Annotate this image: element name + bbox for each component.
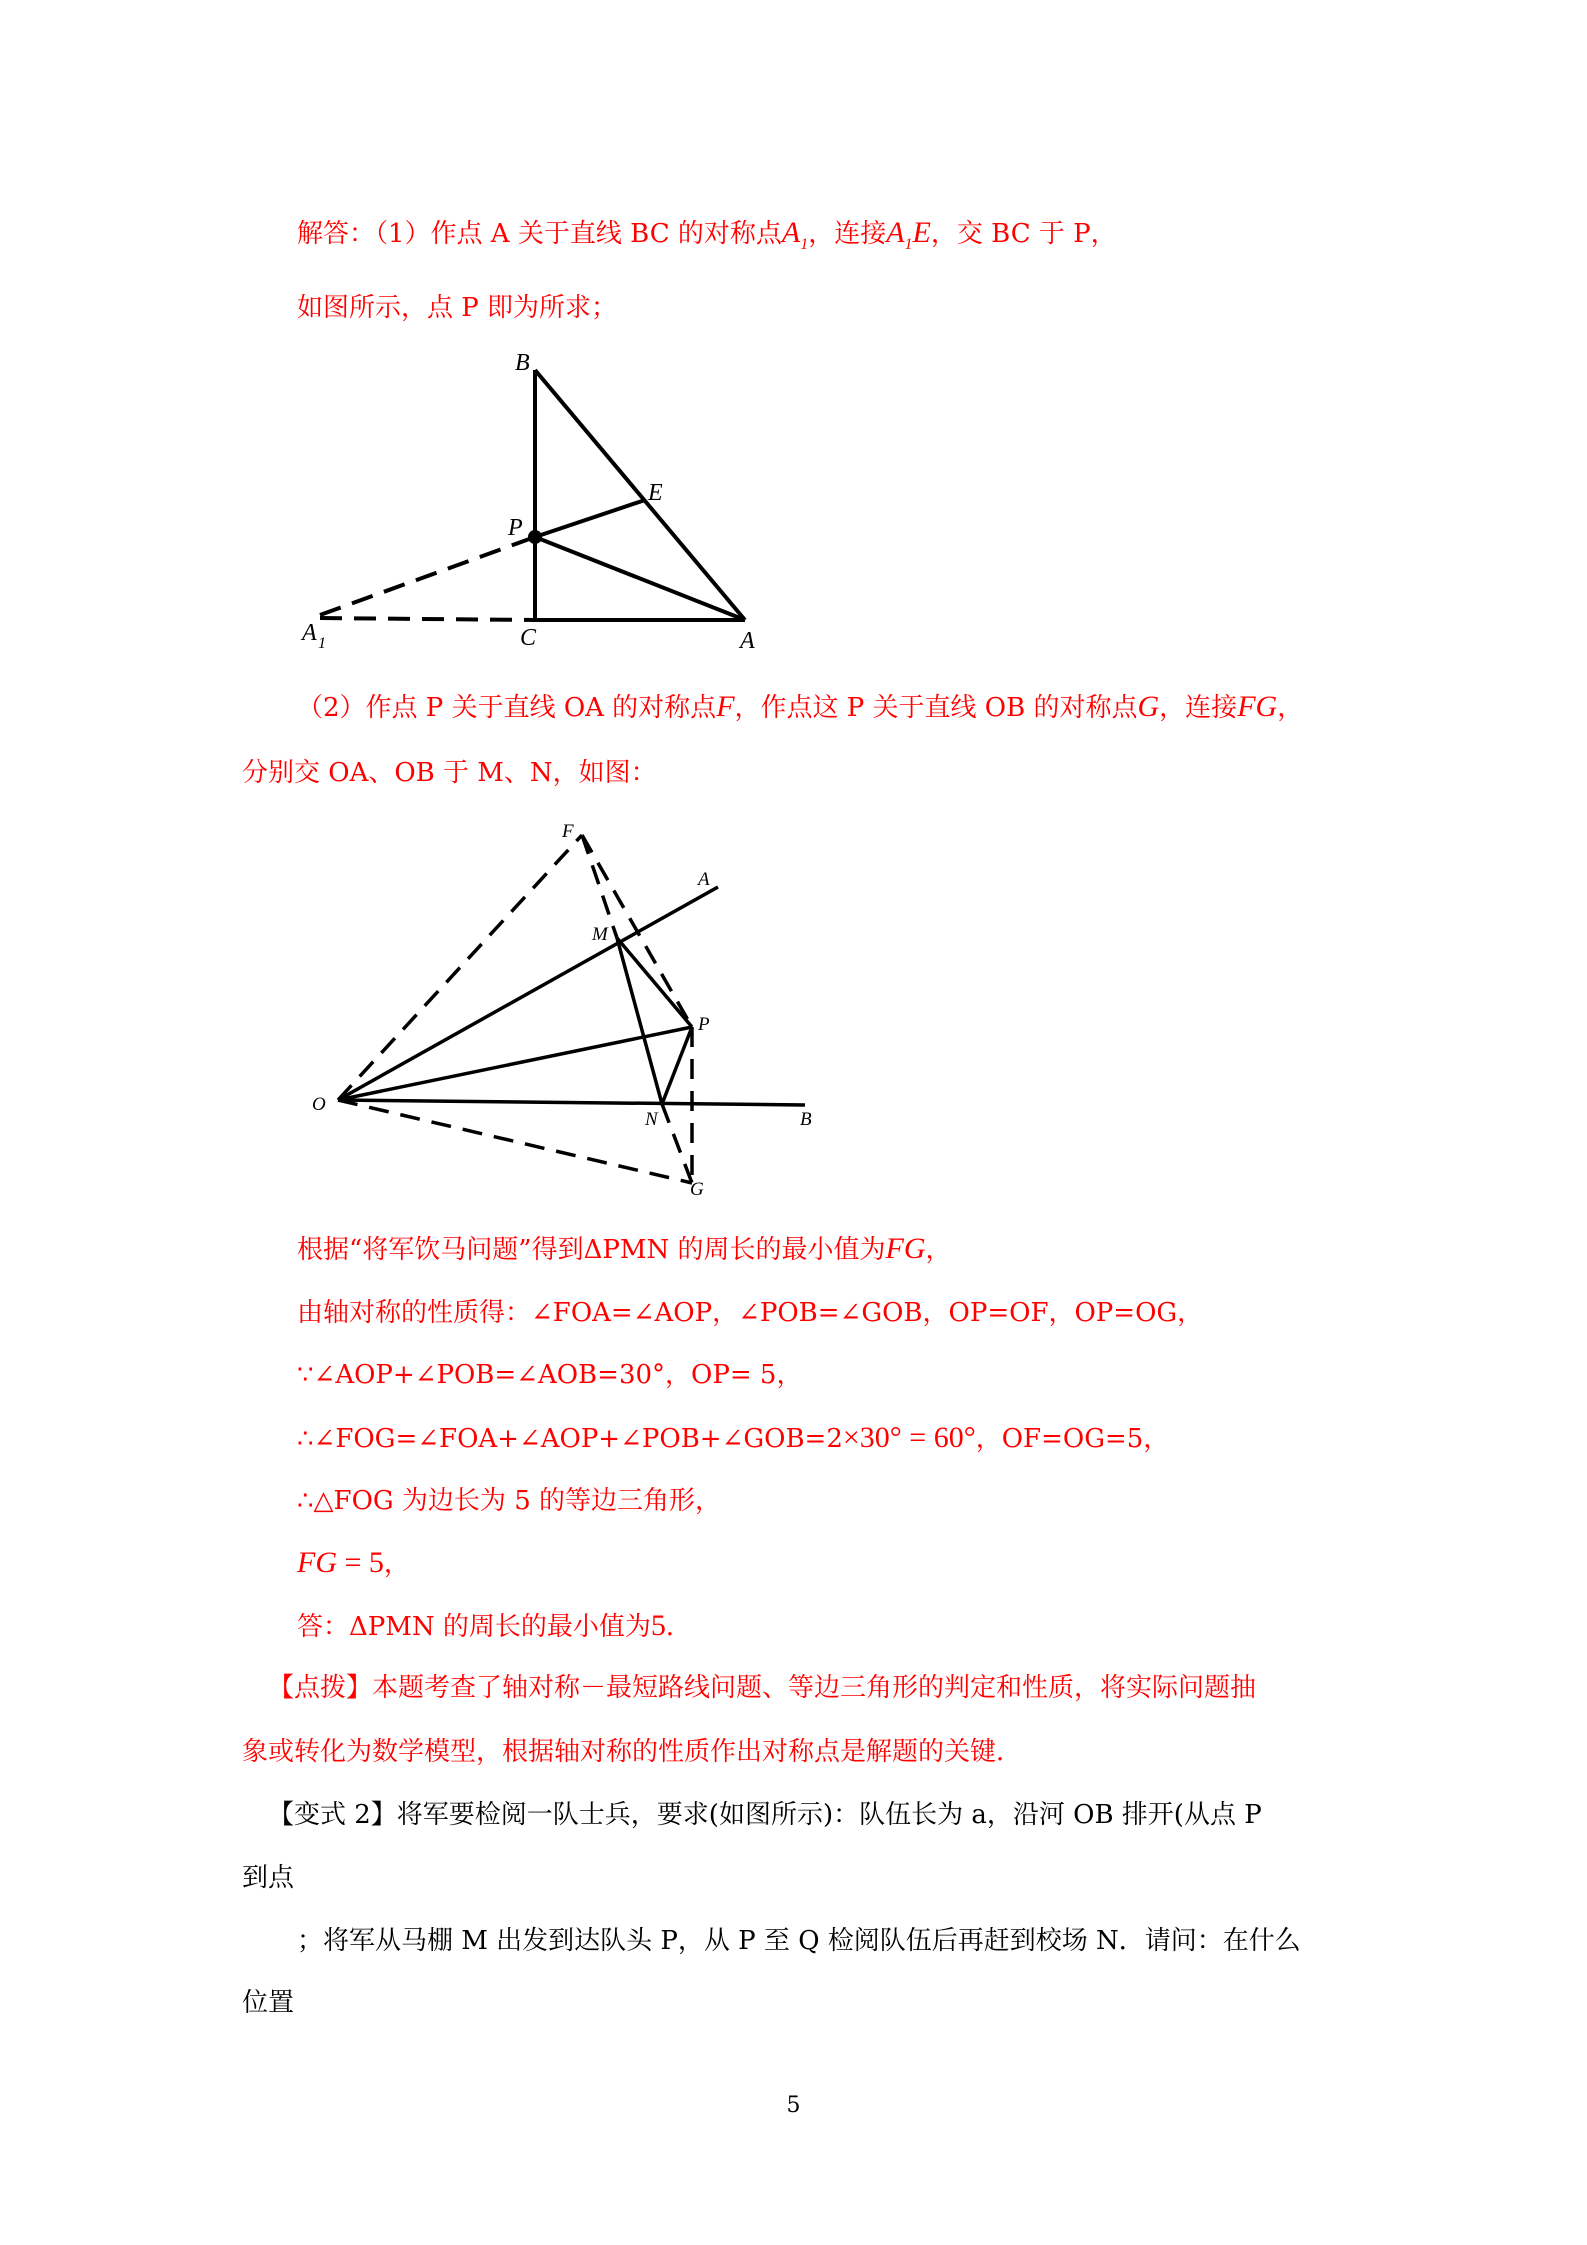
derivation-line6: FG = 5， [297, 1546, 410, 1579]
label-M: M [592, 924, 608, 945]
answer-value: 5 [650, 1609, 666, 1642]
ray-OA [338, 887, 718, 1100]
label-A1: A [302, 620, 317, 646]
label-B: B [515, 350, 530, 376]
label-F: F [562, 821, 574, 842]
label-P: P [698, 1014, 710, 1035]
label-B: B [800, 1109, 812, 1130]
tip-line2: 象或转化为数学模型，根据轴对称的性质作出对称点是解题的关键． [242, 1737, 1023, 1767]
figure-triangle-abc [290, 340, 770, 660]
derivation-line5: ∴△FOG 为边长为 5 的等边三角形， [297, 1486, 721, 1516]
segment-NP [662, 1027, 692, 1104]
segment-OG-dashed [338, 1100, 692, 1183]
answer-text: 解答：（1）作点 A 关于直线 BC 的对称点 [297, 219, 782, 249]
label-A: A [698, 869, 710, 890]
segment-FM-dashed [582, 835, 617, 938]
final-answer: 答：ΔPMN 的周长的最小值为5． [297, 1609, 692, 1642]
label-G: G [690, 1179, 704, 1200]
variant-line1: 【变式 2】将军要检阅一队士兵，要求(如图所示)：队伍长为 a，沿河 OB 排开(从点 P [268, 1800, 1262, 1830]
label-C: C [520, 625, 537, 651]
label-A: A [740, 628, 755, 654]
label-E: E [648, 480, 663, 506]
segment-OF-dashed [338, 835, 582, 1100]
segment-A1E: $A_1E$ [886, 216, 931, 253]
variant-line3: ；将军从马棚 M 出发到达队头 P，从 P 至 Q 检阅队伍后再赶到校场 N．请问：在什么 [297, 1926, 1301, 1956]
derivation-line4: ∴∠FOG=∠FOA+∠AOP+∠POB+∠GOB=2×30° = 60°，OF=OG=5， [297, 1421, 1170, 1454]
segment-BA [535, 370, 745, 620]
derivation-line2: 由轴对称的性质得：∠FOA=∠AOP，∠POB=∠GOB，OP=OF，OP=OG， [297, 1298, 1204, 1328]
angle-expression: ×30° = 60° [842, 1421, 976, 1454]
answer-part1-line2: 如图所示，点 P 即为所求； [297, 293, 618, 323]
variant-line2: 到点 [242, 1863, 295, 1893]
segment-A1P-dashed [320, 537, 535, 615]
label-P: P [508, 515, 523, 541]
figure-angle-aob [300, 815, 860, 1205]
segment-A1C-dashed [320, 618, 535, 620]
label-O: O [312, 1094, 326, 1115]
segment-PE [535, 500, 645, 537]
tip-line1: 【点拨】本题考查了轴对称－最短路线问题、等边三角形的判定和性质，将实际问题抽 [268, 1673, 1257, 1703]
point-A1: $A_1$ [781, 216, 809, 253]
segment-FG: FG [885, 1232, 926, 1265]
answer-part1-line1: 解答：（1）作点 A 关于直线 BC 的对称点$A_1$，连接$A_1E$，交 BC 于 P， [297, 216, 1117, 253]
label-N: N [645, 1109, 658, 1130]
point-G: G [1137, 690, 1160, 723]
segment-OP [338, 1027, 692, 1100]
derivation-line3: ∵∠AOP+∠POB=∠AOB=30°，OP= 5， [297, 1360, 803, 1390]
variant-line4: 位置 [242, 1988, 295, 2018]
segment-PA [535, 537, 745, 620]
segment-FG: FG [1237, 690, 1278, 723]
segment-NG-dashed [662, 1104, 692, 1183]
page-number: 5 [786, 2093, 801, 2118]
segment-FG: FG [297, 1546, 337, 1579]
answer-part2-line2: 分别交 OA、OB 于 M、N，如图： [242, 758, 657, 788]
label-A1-sub: 1 [318, 635, 326, 652]
derivation-line1: 根据“将军饮马问题”得到ΔPMN 的周长的最小值为FG， [297, 1232, 952, 1265]
point-P [528, 530, 542, 544]
ray-OB [338, 1100, 805, 1105]
answer-part2-line1: （2）作点 P 关于直线 OA 的对称点F，作点这 P 关于直线 OB 的对称点G，连接FG， [297, 690, 1304, 723]
point-F: F [716, 690, 735, 723]
